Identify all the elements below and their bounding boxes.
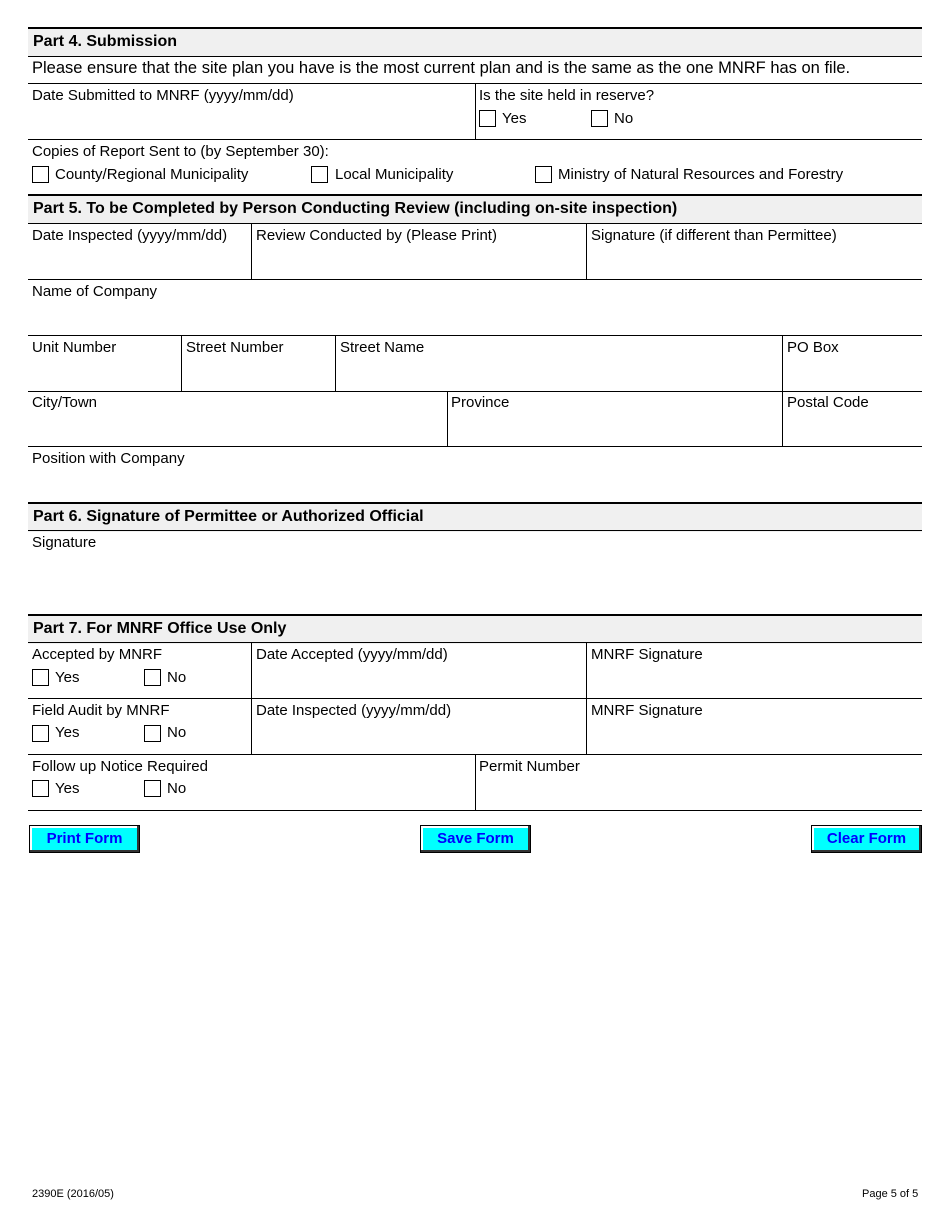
followup-yes-checkbox[interactable] bbox=[32, 780, 49, 797]
divider bbox=[28, 642, 922, 643]
reserve-no-checkbox[interactable] bbox=[591, 110, 608, 127]
divider bbox=[447, 391, 448, 447]
audit-yes-checkbox[interactable] bbox=[32, 725, 49, 742]
accepted-yes-checkbox[interactable] bbox=[32, 669, 49, 686]
divider bbox=[28, 335, 922, 336]
reviewer-signature-label: Signature (if different than Permittee) bbox=[591, 227, 837, 244]
copies-ministry-checkbox[interactable] bbox=[535, 166, 552, 183]
reserve-question: Is the site held in reserve? bbox=[479, 87, 655, 104]
reserve-no-label: No bbox=[614, 110, 634, 127]
copies-local-label: Local Municipality bbox=[335, 166, 454, 183]
permit-number-label: Permit Number bbox=[479, 758, 580, 775]
divider bbox=[475, 754, 476, 810]
follow-up-label: Follow up Notice Required bbox=[32, 758, 208, 775]
copies-label: Copies of Report Sent to (by September 30): bbox=[32, 143, 329, 160]
form-id: 2390E (2016/05) bbox=[32, 1188, 114, 1200]
audit-date-inspected-label: Date Inspected (yyyy/mm/dd) bbox=[256, 702, 452, 719]
street-number-label: Street Number bbox=[186, 339, 284, 356]
postal-code-label: Postal Code bbox=[787, 394, 869, 411]
divider bbox=[28, 810, 922, 811]
save-form-button[interactable]: Save Form bbox=[420, 825, 531, 853]
clear-form-button[interactable]: Clear Form bbox=[811, 825, 922, 853]
divider bbox=[28, 223, 922, 224]
followup-no-label: No bbox=[167, 780, 187, 797]
city-label: City/Town bbox=[32, 394, 98, 411]
audit-mnrf-signature-label: MNRF Signature bbox=[591, 702, 703, 719]
street-name-label: Street Name bbox=[340, 339, 425, 356]
province-label: Province bbox=[451, 394, 510, 411]
divider bbox=[28, 530, 922, 531]
divider bbox=[251, 223, 252, 279]
date-inspected-label: Date Inspected (yyyy/mm/dd) bbox=[32, 227, 228, 244]
divider bbox=[335, 335, 336, 391]
part6-heading: Part 6. Signature of Permittee or Authorized Official bbox=[28, 504, 922, 532]
copies-county-checkbox[interactable] bbox=[32, 166, 49, 183]
divider bbox=[28, 139, 922, 140]
company-name-label: Name of Company bbox=[32, 283, 158, 300]
divider bbox=[475, 83, 476, 139]
copies-ministry-label: Ministry of Natural Resources and Forestry bbox=[558, 166, 844, 183]
accepted-label: Accepted by MNRF bbox=[32, 646, 163, 663]
reserve-yes-checkbox[interactable] bbox=[479, 110, 496, 127]
divider bbox=[28, 698, 922, 699]
position-label: Position with Company bbox=[32, 450, 185, 467]
print-form-button[interactable]: Print Form bbox=[29, 825, 140, 853]
divider bbox=[181, 335, 182, 391]
date-submitted-label: Date Submitted to MNRF (yyyy/mm/dd) bbox=[32, 87, 294, 104]
divider bbox=[28, 446, 922, 447]
audit-no-label: No bbox=[167, 724, 187, 741]
audit-no-checkbox[interactable] bbox=[144, 725, 161, 742]
part5-heading: Part 5. To be Completed by Person Conducting Review (including on-site inspection) bbox=[28, 196, 922, 224]
po-box-label: PO Box bbox=[787, 339, 839, 356]
part4-heading: Part 4. Submission bbox=[28, 29, 922, 57]
divider bbox=[586, 223, 587, 279]
part4-instruction: Please ensure that the site plan you have is the most current plan and is the same as the one MNRF has on file. bbox=[32, 59, 851, 77]
divider bbox=[28, 391, 922, 392]
mnrf-signature-label: MNRF Signature bbox=[591, 646, 703, 663]
date-accepted-label: Date Accepted (yyyy/mm/dd) bbox=[256, 646, 448, 663]
divider bbox=[28, 279, 922, 280]
permittee-signature-label: Signature bbox=[32, 534, 97, 551]
copies-local-checkbox[interactable] bbox=[311, 166, 328, 183]
accepted-no-label: No bbox=[167, 669, 187, 686]
accepted-yes-label: Yes bbox=[55, 669, 80, 686]
followup-yes-label: Yes bbox=[55, 780, 80, 797]
accepted-no-checkbox[interactable] bbox=[144, 669, 161, 686]
review-by-label: Review Conducted by (Please Print) bbox=[256, 227, 497, 244]
unit-number-label: Unit Number bbox=[32, 339, 117, 356]
audit-yes-label: Yes bbox=[55, 724, 80, 741]
page-number: Page 5 of 5 bbox=[862, 1188, 919, 1200]
copies-county-label: County/Regional Municipality bbox=[55, 166, 249, 183]
divider bbox=[28, 56, 922, 57]
reserve-yes-label: Yes bbox=[502, 110, 527, 127]
part7-heading: Part 7. For MNRF Office Use Only bbox=[28, 616, 922, 644]
field-audit-label: Field Audit by MNRF bbox=[32, 702, 170, 719]
followup-no-checkbox[interactable] bbox=[144, 780, 161, 797]
